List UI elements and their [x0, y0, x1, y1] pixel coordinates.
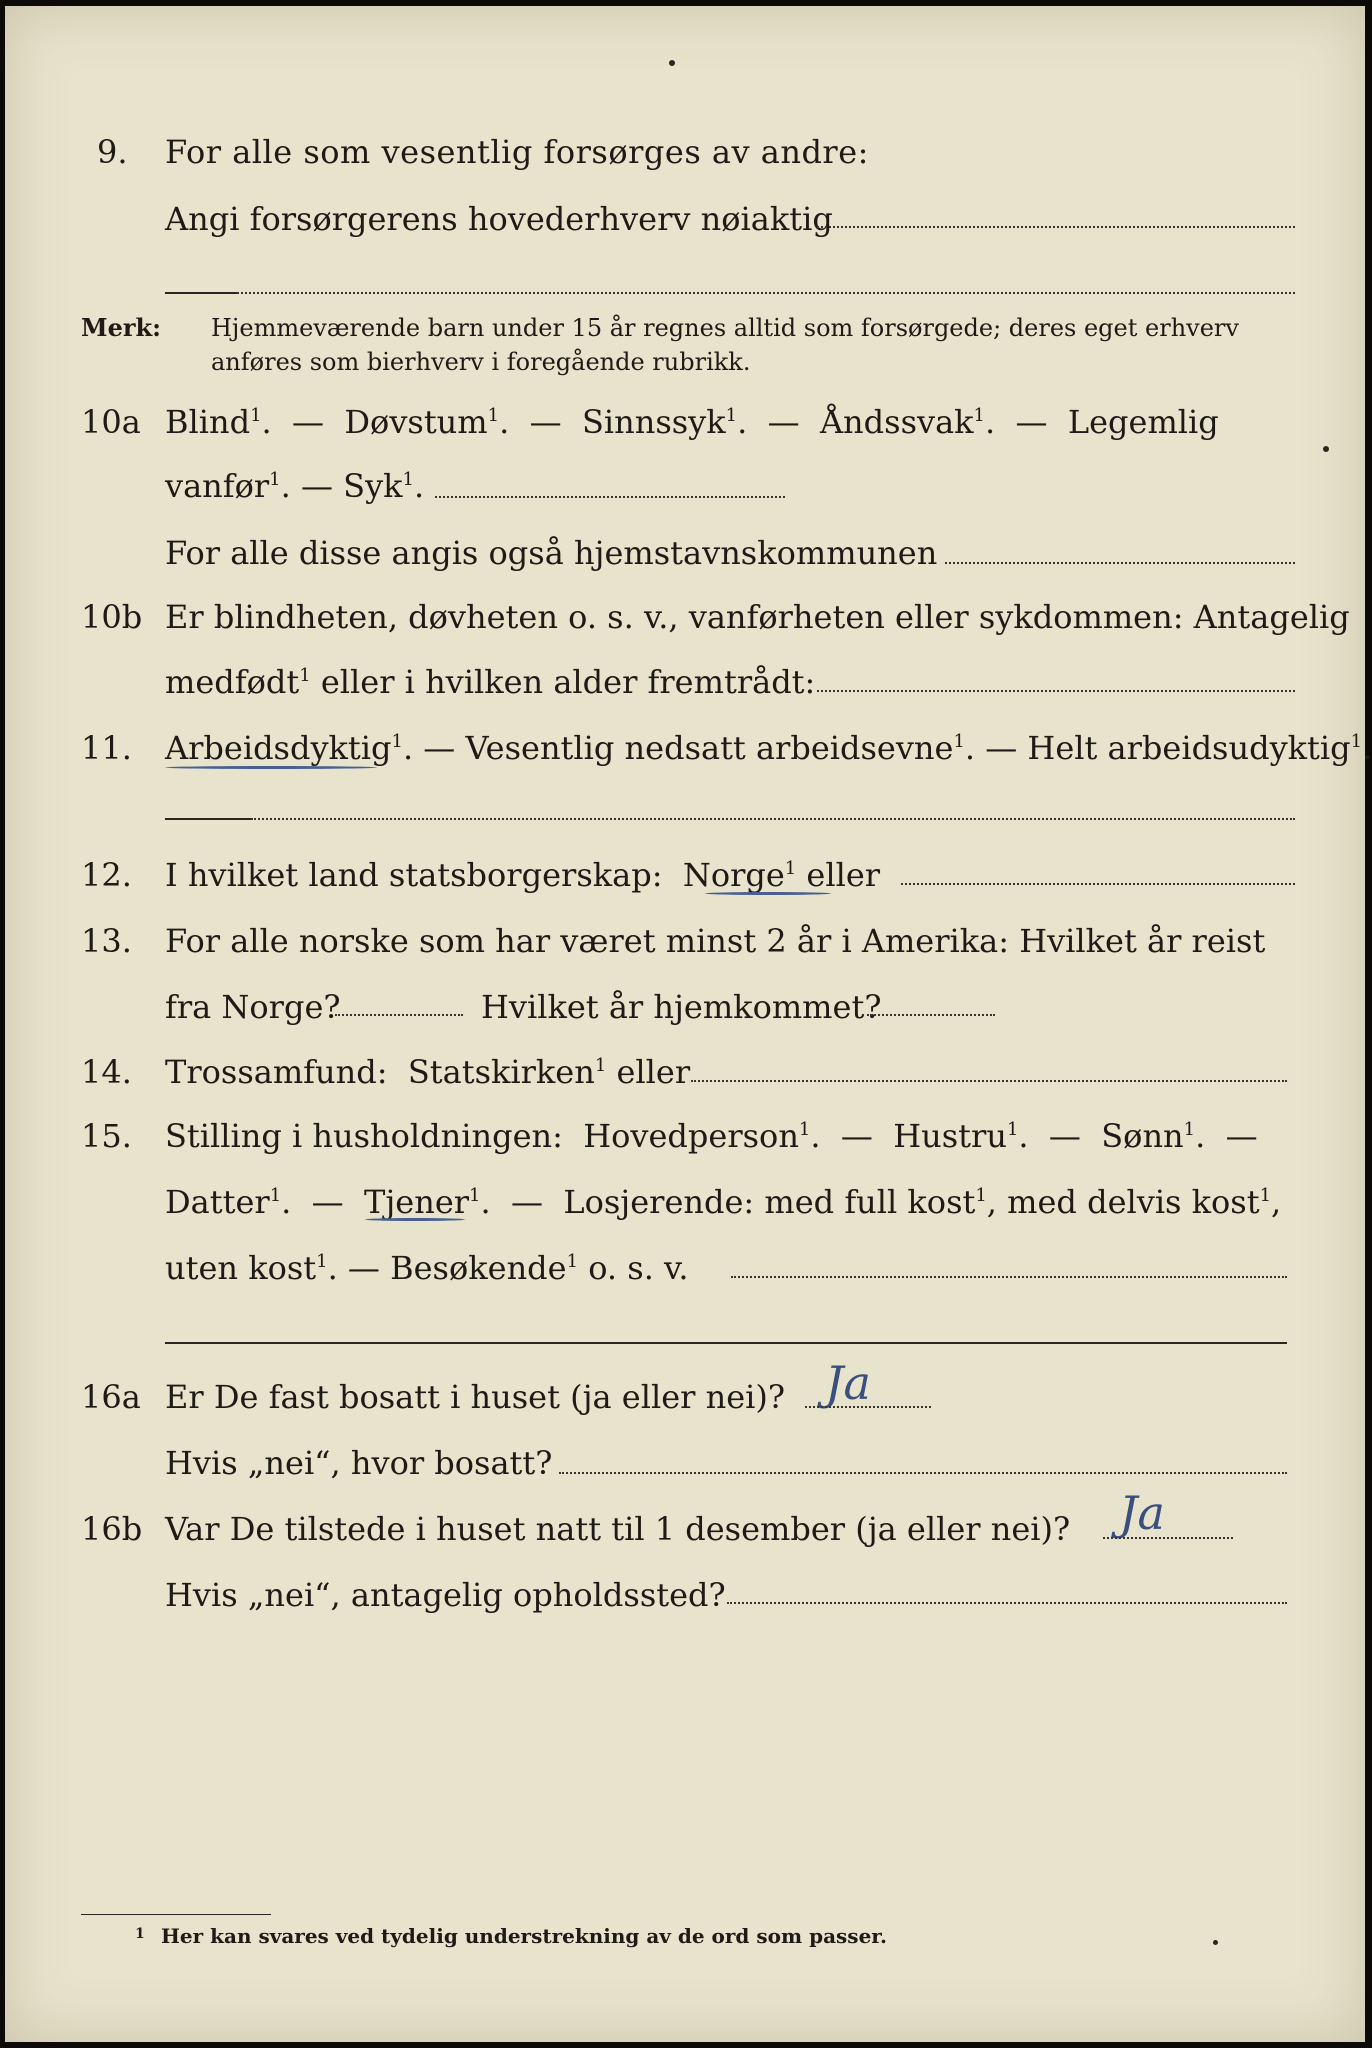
q10a-number: 10a	[81, 403, 141, 441]
option-vanfor[interactable]: vanfør	[165, 467, 270, 505]
merk-line1: Hjemmeværende barn under 15 år regnes alltid som forsørgede; deres eget erhverv	[211, 314, 1239, 342]
q14-answer-line[interactable]	[691, 1080, 1287, 1082]
q16b-line1: Var De tilstede i huset natt til 1 desember (ja eller nei)?	[165, 1510, 1071, 1548]
option-uten-kost[interactable]: uten kost	[165, 1249, 317, 1287]
census-form-page	[5, 6, 1372, 2042]
q10a-line2: vanfør$^1$. — Syk$^1$.	[165, 467, 425, 505]
option-hustru[interactable]: Hustru	[893, 1117, 1007, 1155]
option-dovstum[interactable]: Døvstum	[344, 403, 488, 441]
q16a-line1: Er De fast bosatt i huset (ja eller nei)?	[165, 1378, 786, 1416]
q9-rule-short	[165, 292, 237, 294]
speck-bottom	[1213, 1940, 1218, 1945]
q14-line: Trossamfund: Statskirken$^1$ eller	[165, 1053, 691, 1091]
option-besokende[interactable]: Besøkende	[390, 1249, 567, 1287]
option-hovedperson[interactable]: Hovedperson	[583, 1117, 799, 1155]
q13-line1: For alle norske som har været minst 2 år i Amerika: Hvilket år reist	[165, 922, 1266, 960]
option-tjener[interactable]: Tjener	[364, 1183, 470, 1221]
option-arbeidsdyktig[interactable]: Arbeidsdyktig	[165, 729, 392, 767]
option-sonn[interactable]: Sønn	[1101, 1117, 1184, 1155]
q10b-line2: medfødt$^1$ eller i hvilken alder fremtrådt:	[165, 663, 816, 701]
q16a-bosatt-line[interactable]	[559, 1472, 1287, 1474]
option-andssvak[interactable]: Åndssvak	[819, 403, 974, 441]
option-medfodt[interactable]: medfødt	[165, 663, 300, 701]
q15-answer-line[interactable]	[731, 1276, 1287, 1278]
q9-number: 9.	[97, 133, 128, 171]
q13-number: 13.	[81, 922, 132, 960]
option-datter[interactable]: Datter	[165, 1183, 270, 1221]
q11-answer-line[interactable]	[251, 818, 1295, 820]
q15-number: 15.	[81, 1117, 132, 1155]
q11-number: 11.	[81, 729, 132, 767]
q16b-line2: Hvis „nei“, antagelig opholdssted?	[165, 1576, 726, 1614]
q10b-alder-line[interactable]	[817, 690, 1295, 692]
q13-hjem: Hvilket år hjemkommet?	[481, 988, 882, 1026]
speck-top	[669, 60, 675, 66]
q16b-number: 16b	[81, 1510, 143, 1548]
option-legemlig[interactable]: Legemlig	[1067, 403, 1219, 441]
footnote-mark: 1	[135, 1926, 145, 1942]
q16b-answer-line[interactable]	[1103, 1537, 1233, 1539]
q16b-handwritten-answer[interactable]: Ja	[1119, 1486, 1165, 1540]
underline-norge	[705, 892, 831, 895]
option-norge[interactable]: Norge	[682, 856, 785, 894]
underline-tjener	[365, 1218, 465, 1221]
q16a-number: 16a	[81, 1378, 141, 1416]
q15-rule	[165, 1342, 1287, 1344]
q13-hjem-line[interactable]	[867, 1014, 995, 1016]
q11-line: Arbeidsdyktig$^1$. — Vesentlig nedsatt arbeidsevne$^1$. — Helt arbeidsudyktig$^1$.	[165, 729, 1372, 767]
option-statskirken[interactable]: Statskirken	[407, 1053, 595, 1091]
q12-line: I hvilket land statsborgerskap: Norge$^1$ eller	[165, 856, 881, 894]
q9-answer-line[interactable]	[817, 226, 1295, 228]
q10b-number: 10b	[81, 598, 143, 636]
q9-line1: For alle som vesentlig forsørges av andre:	[165, 133, 869, 171]
q13-reist-line[interactable]	[335, 1014, 463, 1016]
underline-arbeidsdyktig	[165, 766, 377, 769]
q12-answer-line[interactable]	[901, 883, 1295, 885]
option-sinnssyk[interactable]: Sinnssyk	[581, 403, 726, 441]
q9-answer-line-2[interactable]	[237, 292, 1295, 294]
q16a-handwritten-answer[interactable]: Ja	[825, 1356, 871, 1410]
q10a-line3: For alle disse angis også hjemstavnskommunen	[165, 534, 938, 572]
q10b-line1: Er blindheten, døvheten o. s. v., vanførheten eller sykdommen: Antagelig	[165, 598, 1350, 636]
q16a-line2: Hvis „nei“, hvor bosatt?	[165, 1444, 553, 1482]
q10a-line1: Blind$^1$. — Døvstum$^1$. — Sinnssyk$^1$. — Åndssvak$^1$. — Legemlig	[165, 403, 1219, 441]
speck-right	[1323, 446, 1329, 452]
q15-line3: uten kost$^1$. — Besøkende$^1$ o. s. v.	[165, 1249, 689, 1287]
q10a-kommune-line[interactable]	[945, 562, 1295, 564]
merk-label: Merk:	[81, 313, 161, 342]
option-nedsatt[interactable]: Vesentlig nedsatt arbeidsevne	[465, 729, 954, 767]
q13-fra: fra Norge?	[165, 988, 341, 1026]
option-syk[interactable]: Syk	[343, 467, 403, 505]
q14-number: 14.	[81, 1053, 132, 1091]
q11-rule-short	[165, 818, 251, 820]
q15-line2: Datter$^1$. — Tjener$^1$. — Losjerende: med full kost$^1$, med delvis kost$^1$,	[165, 1183, 1282, 1221]
q16a-answer-line[interactable]	[805, 1406, 931, 1408]
option-udyktig[interactable]: Helt arbeidsudyktig	[1027, 729, 1351, 767]
q9-line2: Angi forsørgerens hovederhverv nøiaktig	[165, 200, 833, 238]
q15-line1: Stilling i husholdningen: Hovedperson$^1$. — Hustru$^1$. — Sønn$^1$. —	[165, 1117, 1258, 1155]
q10a-syk-line[interactable]	[435, 496, 785, 498]
footnote-rule	[81, 1914, 271, 1915]
option-blind[interactable]: Blind	[165, 403, 251, 441]
q12-number: 12.	[81, 856, 132, 894]
q16b-opholdssted-line[interactable]	[727, 1602, 1287, 1604]
merk-line2: anføres som bierhverv i foregående rubrikk.	[211, 348, 751, 376]
footnote-text: Her kan svares ved tydelig understrekning av de ord som passer.	[161, 1924, 887, 1948]
